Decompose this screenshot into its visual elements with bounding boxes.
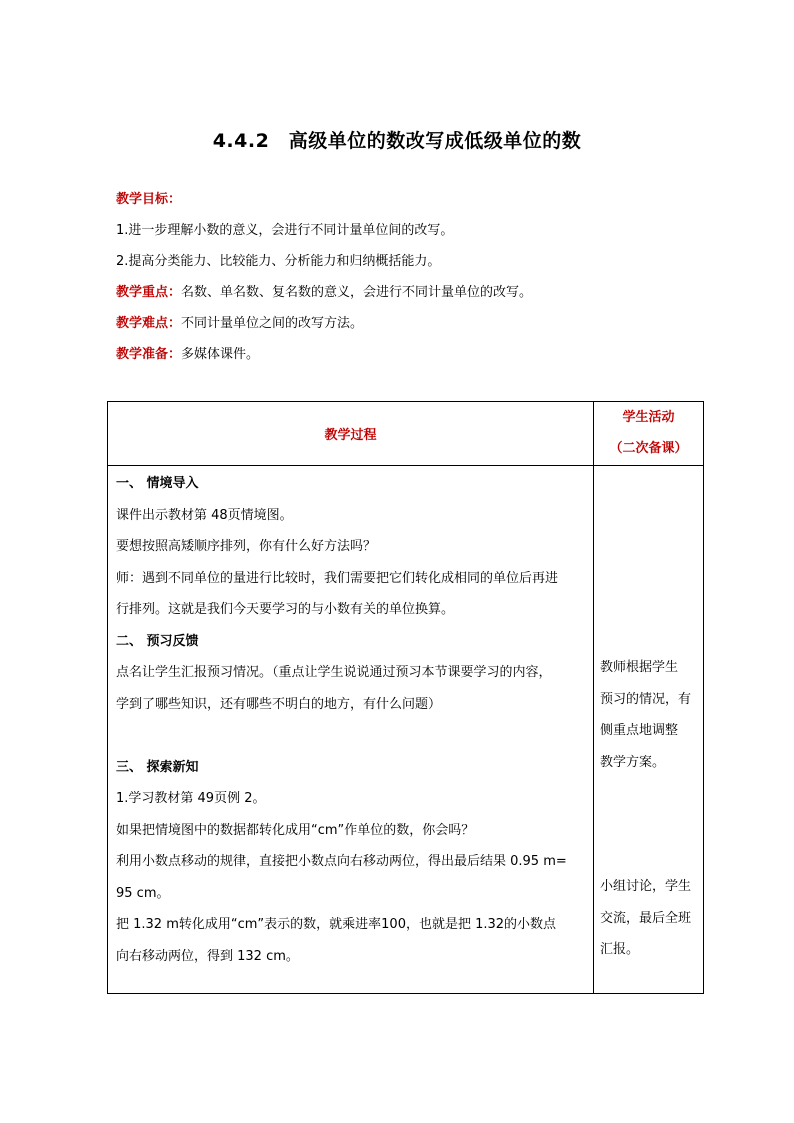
preparation-row xyxy=(116,345,259,365)
note-line: 教学方案。 xyxy=(600,754,666,770)
table-header-row xyxy=(108,402,704,466)
student-activity-note-2 xyxy=(594,871,691,966)
process-line: 向右移动两位，得到 132 cm。 xyxy=(116,948,299,964)
section-heading-explore: 三、 探索新知 xyxy=(116,759,199,775)
lesson-table xyxy=(107,401,704,994)
process-line: 95 cm。 xyxy=(116,885,170,901)
header-teaching-process-label: 教学过程 xyxy=(324,428,377,443)
process-line: 利用小数点移动的规律，直接把小数点向右移动两位，得出最后结果 0.95 m= xyxy=(116,854,567,869)
process-line: 行排列。这就是我们今天要学习的与小数有关的单位换算。 xyxy=(116,602,455,617)
preparation-text: 多媒体课件。 xyxy=(181,347,260,362)
process-line: 如果把情境图中的数据都转化成用“cm”作单位的数，你会吗？ xyxy=(116,822,475,838)
difficulty-text: 不同计量单位之间的改写方法。 xyxy=(181,316,364,331)
key-point-row xyxy=(116,283,532,303)
note-line: 侧重点地调整 xyxy=(600,723,679,738)
goal-item-1: 1.进一步理解小数的意义，会进行不同计量单位间的改写。 xyxy=(116,223,454,238)
process-blank-line xyxy=(116,720,593,752)
note-line: 汇报。 xyxy=(600,942,640,957)
header-student-activity xyxy=(594,402,704,466)
process-line: 要想按照高矮顺序排列，你有什么好方法吗？ xyxy=(116,539,377,554)
note-line: 交流，最后全班 xyxy=(600,910,692,926)
process-line: 点名让学生汇报预习情况。（重点让学生说说通过预习本节课要学习的内容， xyxy=(116,665,552,680)
process-line: 课件出示教材第 48页情境图。 xyxy=(116,507,293,523)
process-line: 1.学习教材第 49页例 2。 xyxy=(116,791,266,806)
header-teaching-process xyxy=(108,402,594,466)
goal-item-2: 2.提高分类能力、比较能力、分析能力和归纳概括能力。 xyxy=(116,254,441,269)
header-student-activity-line2: （二次备课） xyxy=(609,441,688,456)
difficulty-label: 教学难点： xyxy=(116,316,182,331)
note-line: 预习的情况，有 xyxy=(600,691,692,707)
student-activity-cell xyxy=(594,466,704,994)
teaching-process-cell xyxy=(108,466,594,994)
table-body-row xyxy=(108,466,704,994)
student-activity-note-1 xyxy=(594,652,691,778)
process-line: 把 1.32 m转化成用“cm”表示的数，就乘进率100，也就是把 1.32的小数点 xyxy=(116,917,557,932)
goal-heading xyxy=(116,190,181,210)
section-heading-preview: 二、 预习反馈 xyxy=(116,633,199,649)
key-point-text: 名数、单名数、复名数的意义，会进行不同计量单位的改写。 xyxy=(181,285,533,300)
preparation-label: 教学准备： xyxy=(116,347,182,362)
process-line: 学到了哪些知识，还有哪些不明白的地方，有什么问题） xyxy=(116,696,442,712)
goal-label: 教学目标： xyxy=(116,192,182,207)
note-line: 教师根据学生 xyxy=(600,660,679,675)
process-line: 师：遇到不同单位的量进行比较时，我们需要把它们转化成相同的单位后再进 xyxy=(116,570,559,586)
page-title: 4.4.2 高级单位的数改写成低级单位的数 xyxy=(212,130,582,152)
note-line: 小组讨论，学生 xyxy=(600,879,692,894)
key-point-label: 教学重点： xyxy=(116,285,182,300)
header-student-activity-line1: 学生活动 xyxy=(622,410,675,425)
section-heading-intro: 一、 情境导入 xyxy=(116,476,199,491)
difficulty-row xyxy=(116,314,363,334)
